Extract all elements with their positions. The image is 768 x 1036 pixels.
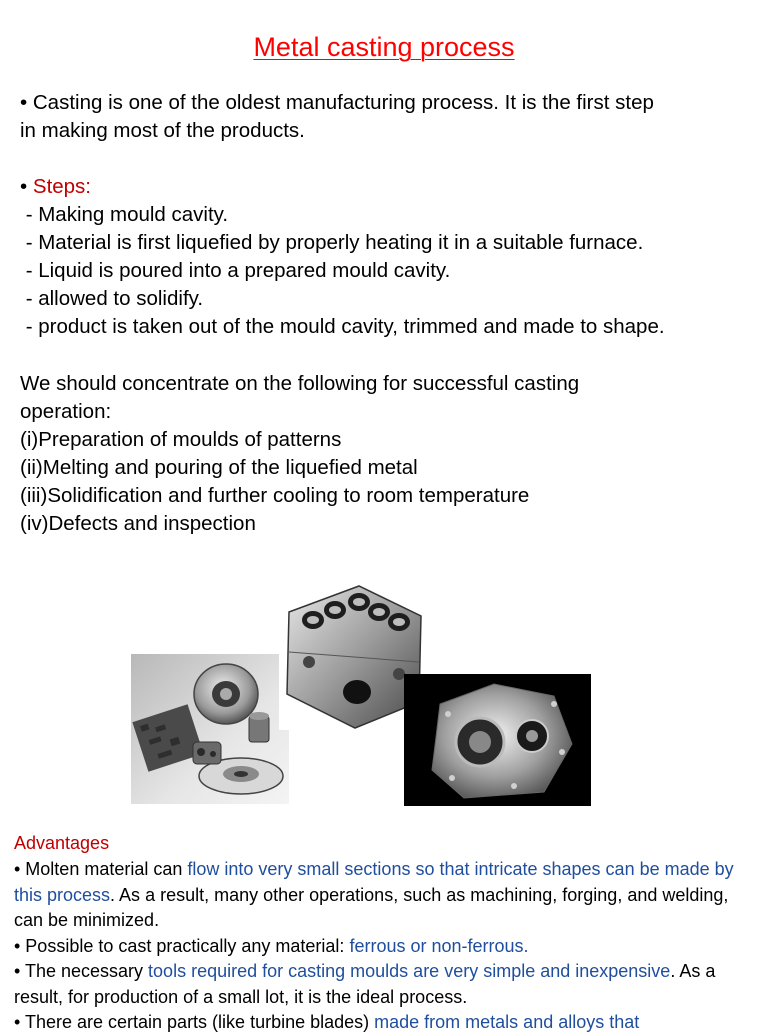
advantage-text: . As a result, many other operations, such as machining, forging, and welding, can be minimized. (14, 884, 729, 930)
concentrate-item: (i)Preparation of moulds of patterns (20, 428, 342, 451)
advantage-text: • There are certain parts (like turbine blades) (14, 1012, 375, 1032)
advantage-highlight: tools required for casting moulds are very simple and inexpensive (148, 961, 671, 981)
advantage-item (14, 934, 759, 960)
advantage-item (14, 959, 759, 1010)
concentrate-item: (ii)Melting and pouring of the liquefied metal (20, 456, 418, 479)
advantage-item (14, 857, 759, 934)
advantage-highlight: flow into very small sections so that intricate shapes can be made by this process (14, 859, 734, 905)
step-item: - Liquid is poured into a prepared mould cavity. (20, 259, 451, 282)
steps-label: Steps: (32, 175, 92, 198)
step-item: - allowed to solidify. (20, 287, 204, 310)
concentrate-item: (iii)Solidification and further cooling to room temperature (20, 484, 530, 507)
advantages-title: Advantages (14, 833, 110, 853)
advantage-highlight: made from metals and alloys that (374, 1012, 640, 1032)
concentrate-line: We should concentrate on the following for successful casting (20, 372, 580, 395)
page-title: Metal casting process (253, 32, 515, 62)
advantage-item (14, 1010, 759, 1036)
housing-casting-photo (404, 674, 591, 806)
casting-parts-photo (131, 654, 289, 804)
concentrate-line: operation: (20, 400, 112, 423)
advantage-highlight: ferrous or non-ferrous. (349, 936, 529, 956)
step-item: - Material is first liquefied by properly heating it in a suitable furnace. (20, 231, 644, 254)
steps-heading (20, 173, 91, 201)
advantage-text: • The necessary (14, 961, 149, 981)
step-item: - Making mould cavity. (20, 203, 229, 226)
concentrate-item: (iv)Defects and inspection (20, 512, 256, 535)
advantage-text: • Possible to cast practically any material: (14, 936, 350, 956)
advantage-text: • Molten material can (14, 859, 188, 879)
step-item: - product is taken out of the mould cavity, trimmed and made to shape. (20, 315, 665, 338)
intro-line-2: in making most of the products. (20, 119, 305, 142)
steps-bullet: • (20, 175, 28, 198)
intro-line-1: • Casting is one of the oldest manufacturing process. It is the first step (20, 91, 654, 114)
advantage-text: . As a result, for production of a small lot, it is the ideal process. (14, 961, 716, 1007)
